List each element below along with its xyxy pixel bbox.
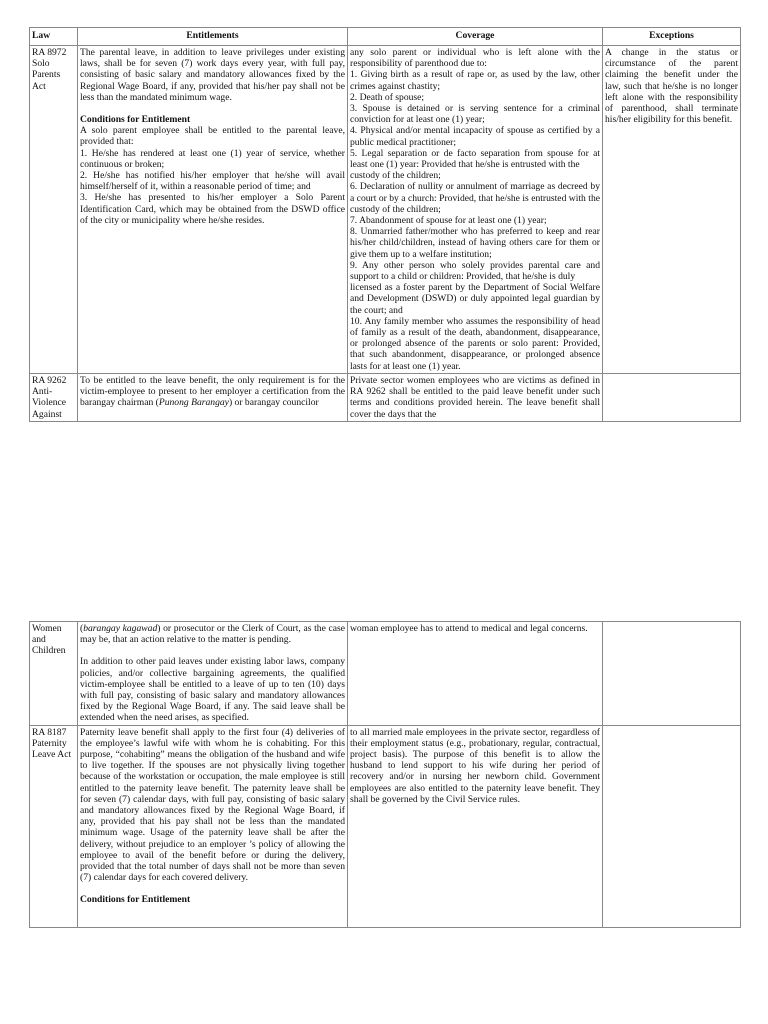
header-law: Law <box>30 28 78 46</box>
coverage-item: 1. Giving birth as a result of rape or, as used by the law, other crimes against chastity; <box>350 69 600 92</box>
exceptions-cell-ra8187 <box>603 725 741 927</box>
coverage-item: 9. Any other person who solely provides parental care and support to a child or children: Provided, that he/she is duly <box>350 259 600 283</box>
leave-benefits-table-part1 <box>29 27 741 422</box>
entitlements-cell-ra8972 <box>78 46 348 374</box>
law-cell-ra8187: RA 8187 Paternity Leave Act <box>30 725 78 927</box>
coverage-item-continued: licensed as a foster parent by the Department of Social Welfare and Development (DSWD) or duly appointed legal guardian by the court; and <box>350 282 600 316</box>
coverage-item: 3. Spouse is detained or is serving sentence for a criminal conviction for at least one (1) year; <box>350 103 600 126</box>
condition-item: 2. He/she has notified his/her employer that he/she will avail himself/herself of it, within a reasonable period of time; and <box>80 170 345 193</box>
law-cell-ra9262: RA 9262 Anti-Violence Against <box>30 373 78 421</box>
coverage-cell-ra9262: Private sector women employees who are victims as defined in RA 9262 shall be entitled to the paid leave benefit under such terms and conditions provided herein. The leave benefit shall cover the days that the <box>348 373 603 421</box>
entitlements-cell-ra9262 <box>78 373 348 421</box>
header-entitlements: Entitlements <box>78 28 348 46</box>
entitlement-paragraph: Paternity leave benefit shall apply to the first four (4) deliveries of the employee’s lawful wife with whom he is cohabiting. For this purpose, “cohabiting” means the obligation of the husband and wife to live together. If the spouses are not physically living together because of the workstation or occupation, the male employee is still entitled to the paternity leave benefit. The paternity leave shall be for seven (7) calendar days, with full pay, consisting of basic salary and mandatory allowances fixed by the Regional Wage Board, if any, provided that his pay shall not be less than the mandated minimum wage. Usage of the paternity leave shall be after the delivery, without prejudice to an employer ’s policy of allowing the employee to avail of the benefit before or during the delivery, provided that the total number of days shall not be more than seven (7) calendar days for each covered delivery. <box>80 726 345 884</box>
coverage-item: 6. Declaration of nullity or annulment of marriage as decreed by a court or by a church: Provided, that he/she is entrusted with the custody of the children; <box>350 181 600 215</box>
entitlement-text: ) or prosecutor or the Clerk of Court, as the case may be, that an action relative to the matter is pending. <box>80 623 345 646</box>
table-row-ra9262 <box>30 373 741 421</box>
entitlements-cell-ra9262-continued <box>78 622 348 726</box>
header-coverage: Coverage <box>348 28 603 46</box>
coverage-item-continued: custody of the children; <box>350 170 441 182</box>
header-exceptions: Exceptions <box>603 28 741 46</box>
entitlement-paragraph <box>80 623 345 645</box>
coverage-item: 2. Death of spouse; <box>350 91 425 103</box>
entitlement-paragraph: The parental leave, in addition to leave privileges under existing laws, shall be for seven (7) work days every year, with full pay, consisting of basic salary and mandatory allowances fixed by the Regional Wage Board, if any, provided that his/her pay shall not be less than the mandated minimum wage. <box>80 47 345 103</box>
condition-item: 3. He/she has presented to his/her employer a Solo Parent Identification Card, which may be obtained from the DSWD office of the city or municipality where he/she resides. <box>80 192 345 226</box>
coverage-item: 10. Any family member who assumes the responsibility of head of family as a result of the death, abandonment, disappearance, or prolonged absence of the parents or solo parent: Provided, that such abandonment, disappearance, or prolonged absence lasts for at least one (1) year. <box>350 315 600 372</box>
exceptions-cell-ra9262 <box>603 373 741 421</box>
table-header-row <box>30 28 741 46</box>
conditions-heading: Conditions for Entitlement <box>80 114 191 126</box>
entitlement-text: To be entitled to the leave benefit, the only requirement is for the victim-employee to present to her employer a certification from the barangay chairman ( <box>80 374 345 409</box>
table-row-ra8972 <box>30 46 741 374</box>
entitlement-italic-term: Punong Barangay <box>158 397 229 409</box>
table-row-ra9262-continued <box>30 622 741 726</box>
entitlement-text: ) or barangay councilor <box>228 397 319 409</box>
coverage-item: 4. Physical and/or mental incapacity of spouse as certified by a public medical practitioner; <box>350 125 600 148</box>
conditions-heading: Conditions for Entitlement <box>80 894 191 906</box>
law-cell-ra9262-continued: Women and Children <box>30 622 78 726</box>
table-row-ra8187 <box>30 725 741 927</box>
conditions-intro: A solo parent employee shall be entitled to the parental leave, provided that: <box>80 125 345 148</box>
coverage-cell-ra9262-continued: woman employee has to attend to medical and legal concerns. <box>348 622 603 726</box>
condition-item: 1. He/she has rendered at least one (1) year of service, whether continuous or broken; <box>80 147 345 170</box>
coverage-cell-ra8187: to all married male employees in the private sector, regardless of their employment status (e.g., probationary, regular, contractual, project basis). The purpose of this benefit is to allow the husband to lend support to his wife during her period of recovery and/or in nursing her newborn child. Government employees are also entitled to the paternity leave benefit. They shall be governed by the Civil Service rules. <box>348 725 603 927</box>
entitlement-paragraph: In addition to other paid leaves under existing labor laws, company policies, and/or collective bargaining agreements, the qualified victim-employee shall be entitled to a leave of up to ten (10) days with full pay, consisting of basic salary and mandatory allowances fixed by the Regional Wage Board, if any. The said leave shall be extended when the need arises, as specified. <box>80 656 345 724</box>
coverage-item: 8. Unmarried father/mother who has preferred to keep and rear his/her child/children, instead of having others care for them or give them up to a welfare institution; <box>350 226 600 260</box>
entitlements-cell-ra8187 <box>78 725 348 927</box>
exceptions-cell-ra9262-continued <box>603 622 741 726</box>
coverage-item: 7. Abandonment of spouse for at least one (1) year; <box>350 215 547 227</box>
coverage-intro: any solo parent or individual who is left alone with the responsibility of parenthood due to: <box>350 47 600 70</box>
entitlement-text: ( <box>80 623 84 634</box>
leave-benefits-table-part2 <box>29 621 741 928</box>
entitlement-italic-term: barangay kagawad <box>83 623 158 634</box>
coverage-item: 5. Legal separation or de facto separation from spouse for at least one (1) year: Provided that he/she is entrusted with the <box>350 147 600 171</box>
law-cell-ra8972: RA 8972 Solo Parents Act <box>30 46 78 374</box>
exceptions-cell-ra8972: A change in the status or circumstance of the parent claiming the benefit under the law, such that he/she is no longer left alone with the responsibility of parenthood, shall terminate his/her eligibility for this benefit. <box>603 46 741 374</box>
coverage-cell-ra8972 <box>348 46 603 374</box>
